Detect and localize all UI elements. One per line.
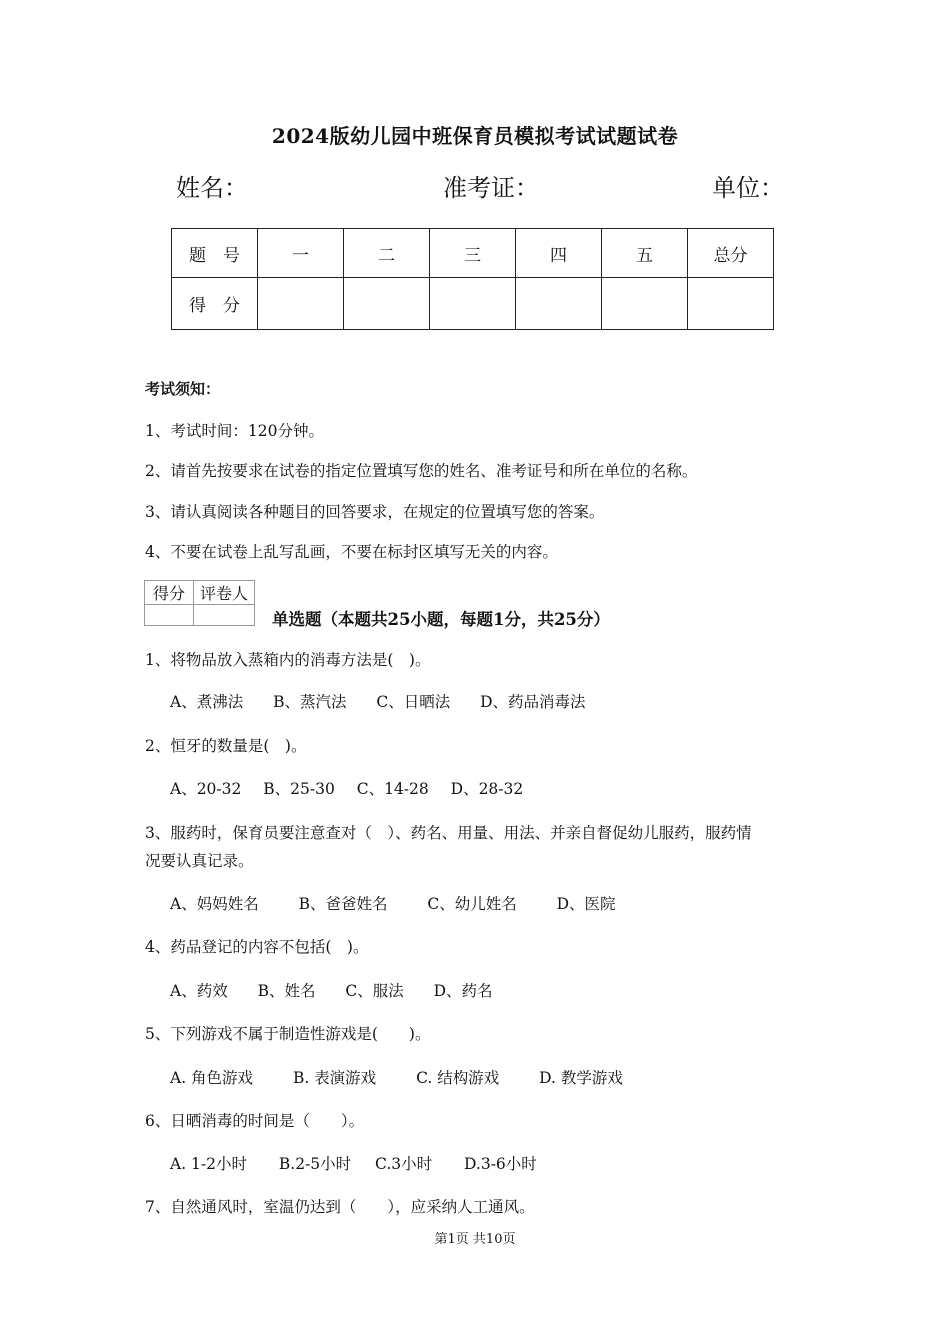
option-d[interactable]: D、医院 [556,895,616,913]
score-cell[interactable] [602,278,688,330]
option-c[interactable]: C.3小时 [375,1155,433,1173]
question-options [170,1152,537,1174]
option-c[interactable]: C、幼儿姓名 [427,895,517,913]
option-d[interactable]: D、28-32 [450,780,524,798]
option-c[interactable]: C. 结构游戏 [416,1069,500,1087]
option-a[interactable]: A、20-32 [170,780,242,798]
option-b[interactable]: B、姓名 [257,982,316,1000]
question-options [170,1066,623,1088]
notice-item: 2、请首先按要求在试卷的指定位置填写您的姓名、准考证号和所在单位的名称。 [145,462,698,480]
name-label: 姓名： [176,174,248,202]
score-cell[interactable] [344,278,430,330]
score-header-cell: 一 [258,229,344,278]
score-cell[interactable] [516,278,602,330]
notice-item: 3、请认真阅读各种题目的回答要求，在规定的位置填写您的答案。 [145,503,605,521]
score-table-header-row [172,229,774,278]
option-d[interactable]: D. 教学游戏 [539,1069,623,1087]
score-header-cell: 五 [602,229,688,278]
question-options [170,892,616,914]
option-a[interactable]: A、妈妈姓名 [170,895,259,913]
score-cell[interactable] [258,278,344,330]
option-d[interactable]: D.3-6小时 [464,1155,537,1173]
question-text: 6、日晒消毒的时间是（ ）。 [145,1112,365,1130]
unit-label: 单位： [712,174,784,202]
question-text-cont: 况要认真记录。 [145,852,254,870]
score-header-cell: 二 [344,229,430,278]
option-a[interactable]: A. 1-2小时 [170,1155,248,1173]
grader-score-cell[interactable] [145,605,194,626]
question-text: 3、服药时，保育员要注意查对（ ）、药名、用量、用法、并亲自督促幼儿服药，服药情 [145,824,752,842]
notice-item: 1、考试时间：120分钟。 [145,422,324,440]
option-b[interactable]: B.2-5小时 [278,1155,352,1173]
score-header-cell: 四 [516,229,602,278]
score-header-cell: 三 [430,229,516,278]
section-title: 单选题（本题共25小题，每题1分，共25分） [272,610,610,629]
option-d[interactable]: D、药品消毒法 [480,693,586,711]
score-table-score-row [172,278,774,330]
score-header-cell: 题 号 [172,229,258,278]
option-a[interactable]: A、煮沸法 [170,693,244,711]
option-b[interactable]: B、蒸汽法 [273,693,347,711]
option-b[interactable]: B、25-30 [263,780,335,798]
exam-id-label: 准考证： [443,174,539,202]
grader-score-label: 得分 [145,581,194,605]
option-c[interactable]: C、日晒法 [376,693,451,711]
option-a[interactable]: A. 角色游戏 [170,1069,254,1087]
option-c[interactable]: C、14-28 [356,780,429,798]
page-footer: 第1页 共10页 [434,1232,516,1247]
option-a[interactable]: A、药效 [170,982,228,1000]
question-text: 2、恒牙的数量是( )。 [145,737,307,755]
question-text: 1、将物品放入蒸箱内的消毒方法是( )。 [145,651,431,669]
grader-reviewer-cell[interactable] [194,605,255,626]
question-options [170,777,523,799]
grader-reviewer-label: 评卷人 [194,581,255,605]
page-title: 2024版幼儿园中班保育员模拟考试试题试卷 [271,124,679,148]
option-b[interactable]: B、爸爸姓名 [298,895,388,913]
score-header-cell: 总分 [688,229,774,278]
notice-title: 考试须知： [145,380,221,398]
question-text: 5、下列游戏不属于制造性游戏是( )。 [145,1025,431,1043]
question-options [170,690,586,712]
option-d[interactable]: D、药名 [433,982,493,1000]
question-text: 4、药品登记的内容不包括( )。 [145,938,369,956]
score-row-label: 得 分 [172,278,258,330]
score-cell[interactable] [688,278,774,330]
option-b[interactable]: B. 表演游戏 [292,1069,377,1087]
option-c[interactable]: C、服法 [345,982,404,1000]
score-cell[interactable] [430,278,516,330]
question-options [170,979,493,1001]
notice-item: 4、不要在试卷上乱写乱画，不要在标封区填写无关的内容。 [145,543,558,561]
score-table [171,228,774,330]
question-text: 7、自然通风时，室温仍达到（ ），应采纳人工通风。 [145,1198,535,1216]
grader-table [144,580,255,626]
